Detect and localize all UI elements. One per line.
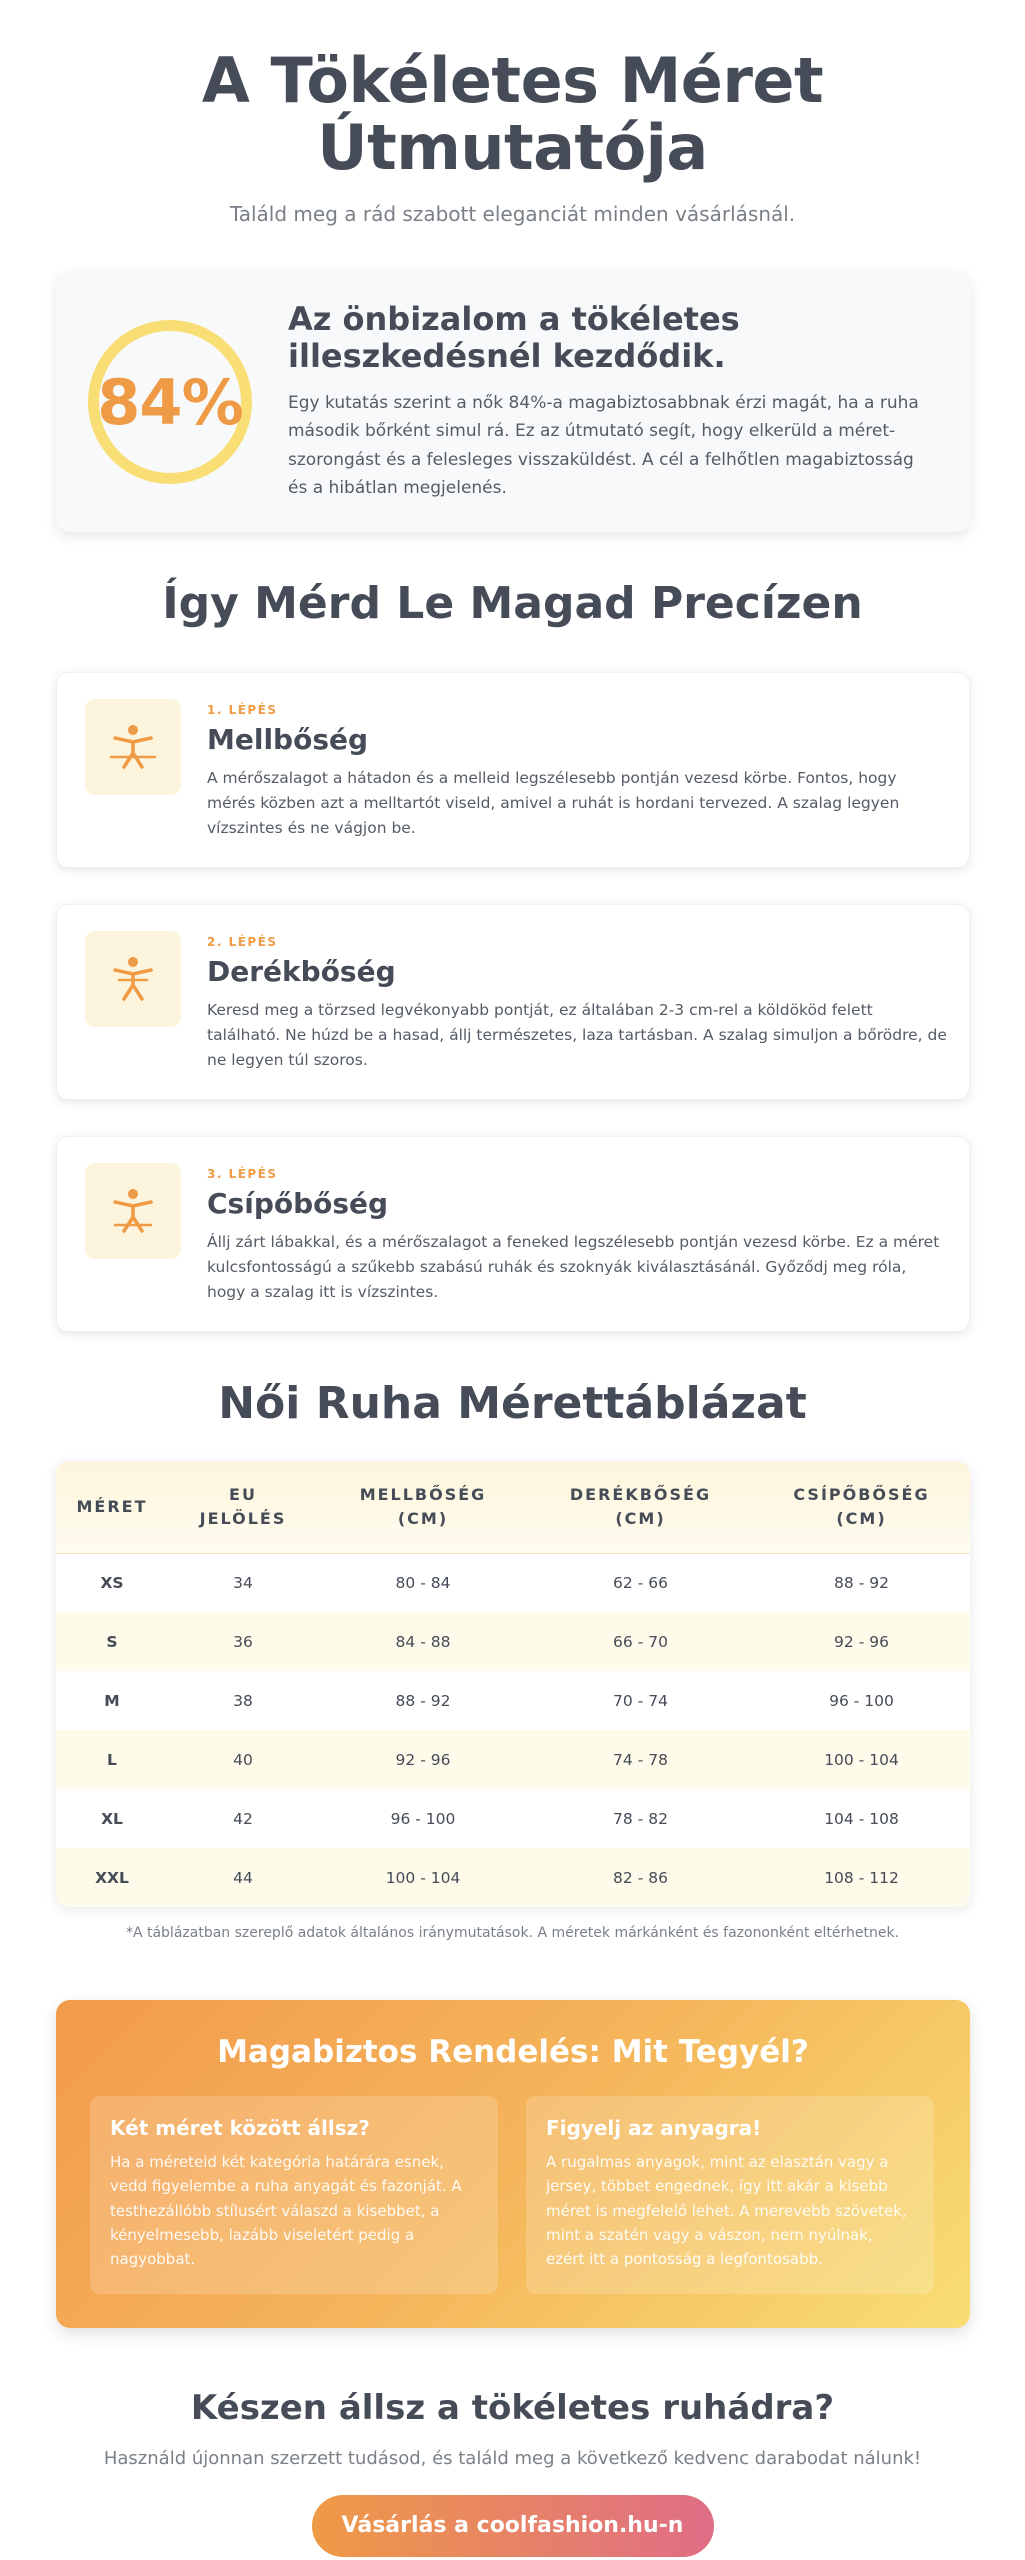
table-cell: 92 - 96 — [834, 1632, 889, 1651]
step-label: 1. LÉPÉS — [207, 703, 278, 717]
step-title: Derékbőség — [207, 955, 396, 988]
tip-text: Ha a méreteid két kategória határára esnek, vedd figyelembe a ruha anyagát és fazonját. A testhezállóbb stílusért válaszd a kisebbet, a kényelmesebb, lazább viseletért pedig a nagyobbat. — [110, 2153, 462, 2269]
cta-title: Készen állsz a tökéletes ruhádra? — [190, 2388, 835, 2428]
column-header — [168, 1462, 318, 1553]
table-cell: 42 — [233, 1809, 253, 1828]
step-title: Mellbőség — [207, 723, 369, 756]
table-cell: 40 — [233, 1750, 253, 1769]
size-table-title: Női Ruha Mérettáblázat — [218, 1378, 807, 1429]
step-card-waist — [56, 904, 970, 1100]
table-row — [56, 1730, 970, 1789]
tip-text: A rugalmas anyagok, mint az elasztán vagy a jersey, többet engednek, így itt akár a kisebb méret is megfelelő lehet. A merevebb szövetek, mint a szatén vagy a vászon, nem nyúlnak, ezért itt a pontosság a legfontosabb. — [546, 2153, 907, 2269]
table-cell: 100 - 104 — [385, 1868, 461, 1887]
column-header: MÉRET — [56, 1462, 168, 1553]
table-cell: 96 - 100 — [390, 1809, 456, 1828]
table-cell: 96 - 100 — [829, 1691, 894, 1710]
column-header-label: MELLBŐSÉG (CM) — [359, 1485, 487, 1529]
table-cell: 84 - 88 — [395, 1632, 451, 1651]
column-header-label: CSÍPŐBŐSÉG (CM) — [793, 1485, 930, 1529]
table-header-row — [56, 1462, 970, 1553]
table-cell: 104 - 108 — [824, 1809, 899, 1828]
page-title: A Tökéletes Méret Útmutatója — [201, 44, 824, 184]
step-label: 2. LÉPÉS — [207, 935, 278, 949]
step-title: Csípőbőség — [207, 1187, 389, 1220]
table-row — [56, 1789, 970, 1848]
table-cell: 88 - 92 — [834, 1573, 889, 1592]
tip-title: Figyelj az anyagra! — [546, 2116, 762, 2140]
table-cell: 82 - 86 — [613, 1868, 668, 1887]
table-cell: 34 — [233, 1573, 253, 1592]
step-card-chest — [56, 672, 970, 868]
table-cell: 108 - 112 — [824, 1868, 899, 1887]
table-cell: XXL — [95, 1868, 129, 1887]
stat-value: 84% — [97, 365, 243, 439]
step-label: 3. LÉPÉS — [207, 1167, 278, 1181]
table-row — [56, 1612, 970, 1671]
step-description: Keresd meg a törzsed legvékonyabb pontját, ez általában 2-3 cm-rel a köldököd felett található. Ne húzd be a hasad, állj természetes, laza tartásban. A szalag simuljon a bőrödre, de ne legyen túl szoros. — [207, 1001, 947, 1069]
tip-card-between-sizes — [90, 2096, 498, 2294]
table-cell: 92 - 96 — [395, 1750, 451, 1769]
step-body — [207, 1167, 947, 1304]
table-footnote: *A táblázatban szereplő adatok általános iránymutatások. A méretek márkánként és fazononként eltérhetnek. — [125, 1925, 900, 1941]
table-cell: XL — [101, 1809, 123, 1828]
table-cell: 80 - 84 — [395, 1573, 451, 1592]
body-measure-icon — [85, 699, 181, 795]
tips-title: Magabiztos Rendelés: Mit Tegyél? — [217, 2034, 809, 2070]
step-body — [207, 703, 947, 840]
table-cell: 38 — [233, 1691, 253, 1710]
step-description: Állj zárt lábakkal, és a mérőszalagot a feneked legszélesebb pontján vezesd körbe. Ez a méret kulcsfontosságú a szűkebb szabású ruhák és szoknyák kiválasztásánál. Győződj meg róla, hogy a szalag itt is vízszintes. — [207, 1233, 940, 1301]
table-cell: 70 - 74 — [613, 1691, 668, 1710]
stat-card — [56, 272, 970, 532]
table-cell: 74 - 78 — [613, 1750, 668, 1769]
stat-ring — [88, 320, 252, 484]
measure-section-title: Így Mérd Le Magad Precízen — [162, 578, 863, 629]
column-header — [318, 1462, 528, 1553]
table-row — [56, 1553, 970, 1612]
column-header — [528, 1462, 753, 1553]
table-cell: 78 - 82 — [613, 1809, 668, 1828]
table-row — [56, 1848, 970, 1907]
table-cell: M — [104, 1691, 120, 1710]
step-body — [207, 935, 947, 1072]
table-cell: 100 - 104 — [824, 1750, 899, 1769]
tips-panel — [56, 2000, 970, 2328]
step-description: A mérőszalagot a hátadon és a melleid legszélesebb pontján vezesd körbe. Fontos, hogy mérés közben azt a melltartót viseld, amivel a ruhát is hordani tervezed. A szalag legyen vízszintes és ne vágjon be. — [207, 769, 900, 837]
table-row — [56, 1671, 970, 1730]
hero — [0, 0, 1025, 226]
column-header-label: DERÉKBŐSÉG (CM) — [569, 1485, 712, 1529]
size-table — [56, 1462, 970, 1907]
column-header-label: EU JELÖLÉS — [199, 1485, 287, 1529]
stat-description: Egy kutatás szerint a nők 84%-a magabiztosabbnak érzi magát, ha a ruha második bőrként simul rá. Ez az útmutató segít, hogy elkerüld a méret-szorongást és a felesleges visszaküldést. A cél a felhőtlen magabiztosság és a hibátlan megjelenés. — [288, 392, 919, 499]
table-cell: 44 — [233, 1868, 253, 1887]
table-cell: 66 - 70 — [613, 1632, 668, 1651]
page-subtitle: Találd meg a rád szabott eleganciát minden vásárlásnál. — [229, 201, 796, 226]
stat-text — [288, 301, 928, 503]
column-header — [753, 1462, 970, 1553]
body-measure-icon — [85, 931, 181, 1027]
stat-heading: Az önbizalom a tökéletes illeszkedésnél kezdődik. — [288, 300, 740, 375]
body-measure-icon — [85, 1163, 181, 1259]
tip-card-material — [526, 2096, 934, 2294]
table-cell: XS — [100, 1573, 124, 1592]
table-cell: 88 - 92 — [395, 1691, 451, 1710]
step-card-hips — [56, 1136, 970, 1332]
table-cell: 36 — [233, 1632, 253, 1651]
table-cell: 62 - 66 — [613, 1573, 668, 1592]
table-cell: S — [106, 1632, 118, 1651]
table-cell: L — [107, 1750, 117, 1769]
shop-button[interactable]: Vásárlás a coolfashion.hu-n — [312, 2495, 714, 2557]
cta-text: Használd újonnan szerzett tudásod, és találd meg a következő kedvenc darabodat nálunk! — [103, 2448, 922, 2469]
cta-section — [0, 2388, 1025, 2557]
tip-title: Két méret között állsz? — [110, 2116, 370, 2140]
